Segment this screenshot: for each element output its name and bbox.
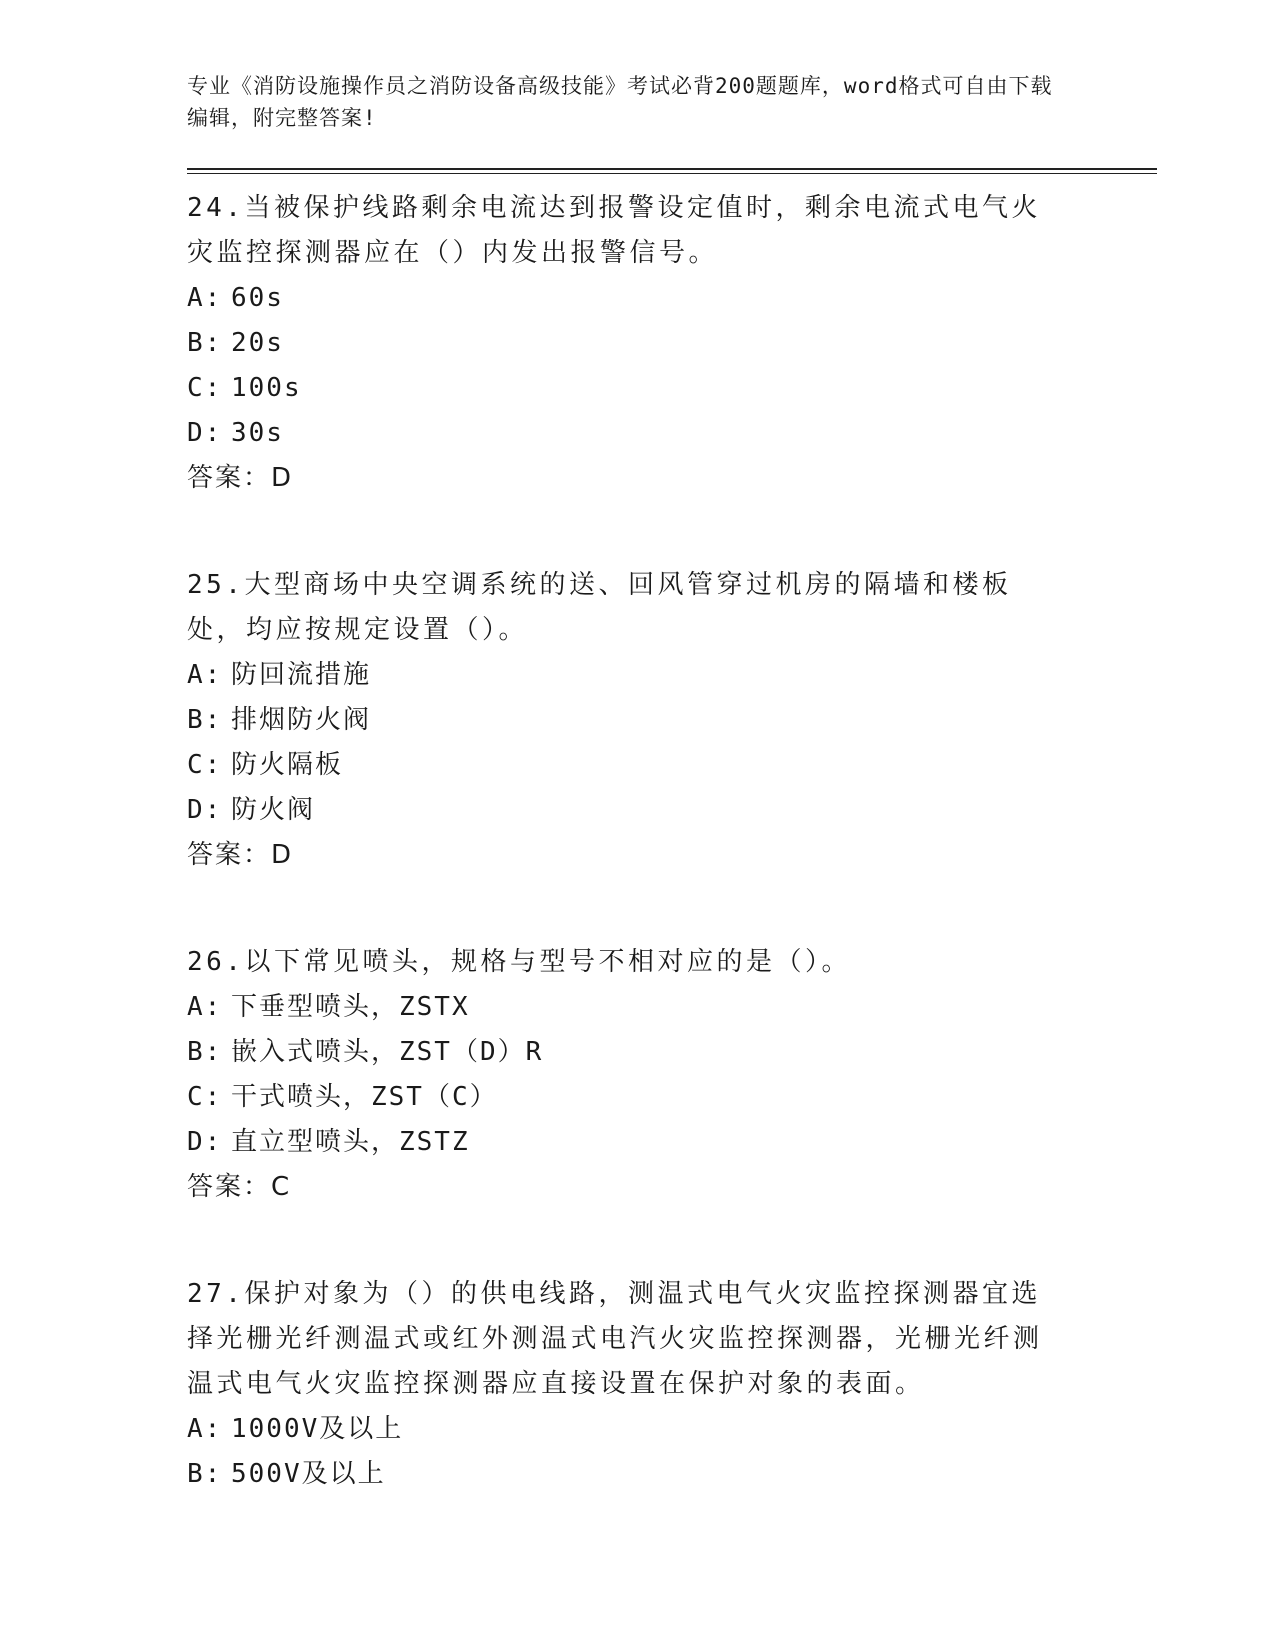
- option-text: 直立型喷头，ZSTZ: [231, 1127, 470, 1157]
- option-key: A:: [187, 660, 223, 690]
- option-b: [187, 698, 1157, 743]
- question-stem: 26.以下常见喷头，规格与型号不相对应的是（）。: [187, 947, 851, 977]
- question-27: [187, 1272, 1157, 1497]
- option-text: 1000V及以上: [231, 1414, 404, 1444]
- header-divider: [187, 168, 1157, 174]
- option-key: A:: [187, 992, 223, 1022]
- answer-line: 答案：D: [187, 463, 294, 493]
- option-b: [187, 1452, 1157, 1497]
- option-key: B:: [187, 328, 223, 358]
- option-key: D:: [187, 418, 223, 448]
- option-key: D:: [187, 795, 223, 825]
- option-d: [187, 788, 1157, 833]
- option-key: D:: [187, 1127, 223, 1157]
- option-b: [187, 1030, 1157, 1075]
- option-key: C:: [187, 373, 223, 403]
- option-a: [187, 1407, 1157, 1452]
- answer-line: 答案：C: [187, 1172, 292, 1202]
- option-key: A:: [187, 283, 223, 313]
- question-26: [187, 940, 1157, 1210]
- option-text: 防火隔板: [231, 750, 344, 780]
- option-text: 干式喷头，ZST（C）: [231, 1082, 498, 1112]
- option-a: [187, 653, 1157, 698]
- option-text: 嵌入式喷头，ZST（D）R: [231, 1037, 544, 1067]
- option-d: [187, 411, 1157, 456]
- option-key: C:: [187, 1082, 223, 1112]
- option-text: 500V及以上: [231, 1459, 386, 1489]
- option-text: 100s: [231, 373, 302, 403]
- option-a: [187, 276, 1157, 321]
- option-a: [187, 985, 1157, 1030]
- option-c: [187, 743, 1157, 788]
- option-c: [187, 366, 1157, 411]
- answer-line: 答案：D: [187, 840, 294, 870]
- question-stem: 27.保护对象为（）的供电线路，测温式电气火灾监控探测器宜选择光栅光纤测温式或红外测温式电汽火灾监控探测器，光栅光纤测温式电气火灾监控探测器应直接设置在保护对象的表面。: [187, 1279, 1043, 1399]
- option-key: A:: [187, 1414, 223, 1444]
- option-text: 20s: [231, 328, 284, 358]
- option-key: B:: [187, 1459, 223, 1489]
- option-text: 防回流措施: [231, 660, 372, 690]
- option-text: 30s: [231, 418, 284, 448]
- option-key: B:: [187, 1037, 223, 1067]
- option-d: [187, 1120, 1157, 1165]
- option-key: C:: [187, 750, 223, 780]
- option-text: 防火阀: [231, 795, 316, 825]
- option-b: [187, 321, 1157, 366]
- document-page: [187, 70, 1157, 1497]
- option-key: B:: [187, 705, 223, 735]
- option-c: [187, 1075, 1157, 1120]
- document-intro: 专业《消防设施操作员之消防设备高级技能》考试必背200题题库，word格式可自由下载编辑，附完整答案!: [187, 74, 1053, 130]
- option-text: 60s: [231, 283, 284, 313]
- question-stem: 24.当被保护线路剩余电流达到报警设定值时，剩余电流式电气火灾监控探测器应在（）内发出报警信号。: [187, 193, 1041, 268]
- question-25: [187, 563, 1157, 878]
- option-text: 下垂型喷头，ZSTX: [231, 992, 470, 1022]
- question-24: [187, 186, 1157, 501]
- question-stem: 25.大型商场中央空调系统的送、回风管穿过机房的隔墙和楼板处，均应按规定设置（）。: [187, 570, 1012, 645]
- option-text: 排烟防火阀: [231, 705, 372, 735]
